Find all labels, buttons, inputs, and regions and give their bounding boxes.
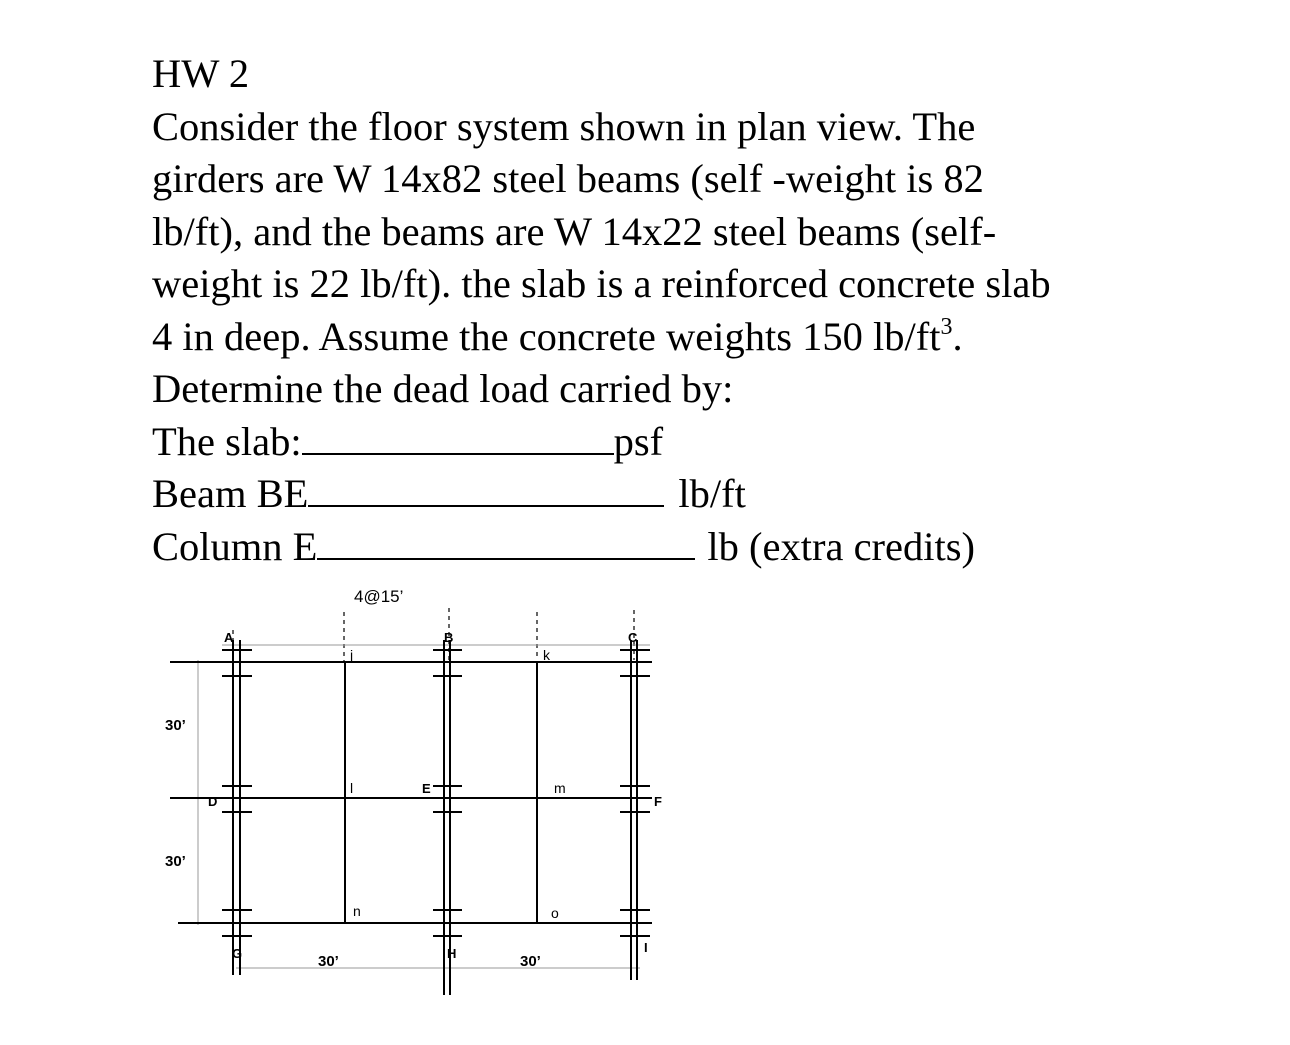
answer-beam-label: Beam BE: [152, 471, 309, 516]
label-o: o: [551, 905, 559, 921]
label-k: k: [543, 647, 550, 663]
concrete-period: .: [952, 313, 963, 359]
label-d: D: [208, 794, 218, 809]
left-dimension-top-label: 30’: [165, 717, 186, 734]
answer-beam-unit: lb/ft: [678, 471, 746, 516]
answer-slab-label: The slab:: [152, 418, 302, 464]
concrete-text: 4 in deep. Assume the concrete weights 150 lb/ft: [152, 313, 941, 359]
bottom-dimension-right-label: 30’: [520, 953, 541, 970]
label-a: A: [224, 630, 234, 645]
label-l: l: [350, 780, 354, 796]
answer-column-unit: lb (extra credits): [707, 523, 976, 569]
label-m: m: [554, 780, 566, 796]
label-i: I: [644, 940, 648, 955]
top-dimension-label: 4@15’: [354, 587, 404, 606]
problem-line-2: girders are W 14x82 steel beams (self -weight is 82: [152, 156, 984, 201]
label-h: H: [447, 946, 457, 961]
problem-line-determine: Determine the dead load carried by:: [152, 366, 734, 411]
left-dimension-bottom-label: 30’: [165, 853, 186, 870]
label-g: G: [232, 946, 243, 961]
cube-superscript: 3: [940, 313, 953, 340]
problem-line-1: Consider the floor system shown in plan view. The: [152, 103, 976, 149]
bottom-dimension-left-label: 30’: [318, 953, 339, 970]
answer-column-label: Column E: [152, 523, 318, 569]
problem-title: HW 2: [152, 51, 250, 96]
answer-slab-unit: psf: [613, 418, 664, 464]
label-e: E: [422, 781, 431, 796]
label-c: C: [628, 630, 638, 645]
problem-line-3: lb/ft), and the beams are W 14x22 steel beams (self-: [152, 208, 997, 254]
label-f: F: [654, 794, 662, 809]
label-j: j: [350, 647, 354, 663]
column-ticks: [222, 650, 650, 936]
label-n: n: [353, 903, 361, 919]
problem-line-4: weight is 22 lb/ft). the slab is a reinforced concrete slab: [152, 261, 1051, 306]
label-b: B: [444, 630, 454, 645]
